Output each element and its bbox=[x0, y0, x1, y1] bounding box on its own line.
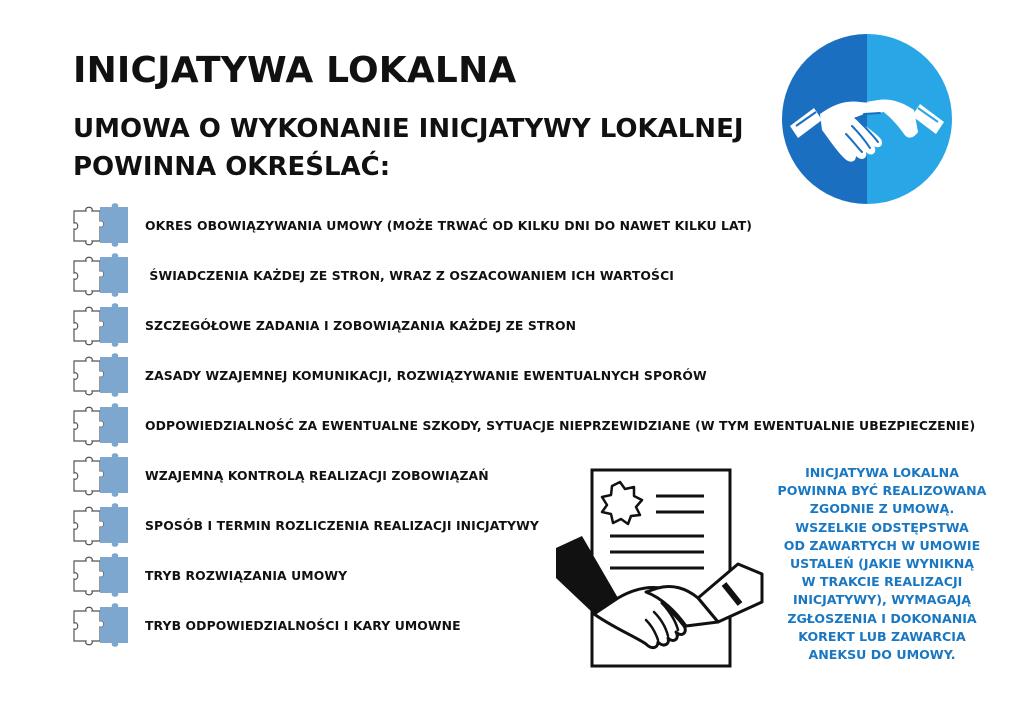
puzzle-piece-icon bbox=[70, 503, 130, 547]
puzzle-piece-icon bbox=[70, 253, 130, 297]
list-item bbox=[70, 203, 1010, 247]
list-item-label: OKRES OBOWIĄZYWANIA UMOWY (MOŻE TRWAĆ OD KILKU DNI DO NAWET KILKU LAT) bbox=[145, 217, 753, 233]
list-item-label: WZAJEMNĄ KONTROLĄ REALIZACJI ZOBOWIĄZAŃ bbox=[145, 467, 489, 483]
note-line: USTALEŃ (JAKIE WYNIKNĄ bbox=[789, 556, 975, 572]
note-line: KOREKT LUB ZAWARCIA bbox=[798, 628, 966, 644]
contract-handshake-icon bbox=[554, 466, 764, 680]
list-item-label: ZASADY WZAJEMNEJ KOMUNIKACJI, ROZWIĄZYWANIE EWENTUALNYCH SPORÓW bbox=[145, 367, 707, 383]
puzzle-piece-icon bbox=[70, 553, 130, 597]
list-item bbox=[70, 403, 1010, 447]
note-line: INICJATYWA LOKALNA bbox=[805, 465, 959, 480]
note-line: ZGODNIE Z UMOWĄ. bbox=[809, 501, 955, 517]
handshake-circle-icon bbox=[782, 34, 952, 204]
list-item-label: SZCZEGÓŁOWE ZADANIA I ZOBOWIĄZANIA KAŻDEJ ZE STRON bbox=[145, 317, 577, 333]
list-item bbox=[70, 253, 1010, 297]
puzzle-piece-icon bbox=[70, 303, 130, 347]
puzzle-piece-icon bbox=[70, 403, 130, 447]
puzzle-piece-icon bbox=[70, 203, 130, 247]
list-item-label: TRYB ROZWIĄZANIA UMOWY bbox=[145, 567, 348, 583]
list-item-label: ODPOWIEDZIALNOŚĆ ZA EWENTUALNE SZKODY, SYTUACJE NIEPRZEWIDZIANE (W TYM EWENTUALNIE UBEZPIECZENIE) bbox=[145, 417, 976, 433]
note-line: W TRAKCIE REALIZACJI bbox=[801, 574, 963, 590]
note-line: ANEKSU DO UMOWY. bbox=[808, 647, 956, 663]
puzzle-piece-icon bbox=[70, 353, 130, 397]
note-line: ZGŁOSZENIA I DOKONANIA bbox=[787, 610, 977, 626]
info-note bbox=[764, 464, 1000, 664]
list-item bbox=[70, 303, 1010, 347]
page-title: INICJATYWA LOKALNA bbox=[73, 50, 517, 91]
subtitle-line-2: POWINNA OKREŚLAĆ: bbox=[73, 152, 391, 182]
list-item-label: TRYB ODPOWIEDZIALNOŚCI I KARY UMOWNE bbox=[145, 617, 461, 633]
list-item bbox=[70, 353, 1010, 397]
note-line: INICJATYWY), WYMAGAJĄ bbox=[792, 592, 972, 608]
list-item-label: SPOSÓB I TERMIN ROZLICZENIA REALIZACJI INICJATYWY bbox=[145, 517, 539, 533]
list-item-label: ŚWIADCZENIA KAŻDEJ ZE STRON, WRAZ Z OSZACOWANIEM ICH WARTOŚCI bbox=[145, 267, 674, 283]
subtitle-line-1: UMOWA O WYKONANIE INICJATYWY LOKALNEJ bbox=[73, 114, 744, 144]
puzzle-piece-icon bbox=[70, 603, 130, 647]
puzzle-piece-icon bbox=[70, 453, 130, 497]
note-line: POWINNA BYĆ REALIZOWANA bbox=[777, 483, 987, 499]
note-line: OD ZAWARTYCH W UMOWIE bbox=[783, 537, 981, 553]
note-line: WSZELKIE ODSTĘPSTWA bbox=[795, 519, 969, 535]
page-subtitle bbox=[73, 110, 773, 186]
